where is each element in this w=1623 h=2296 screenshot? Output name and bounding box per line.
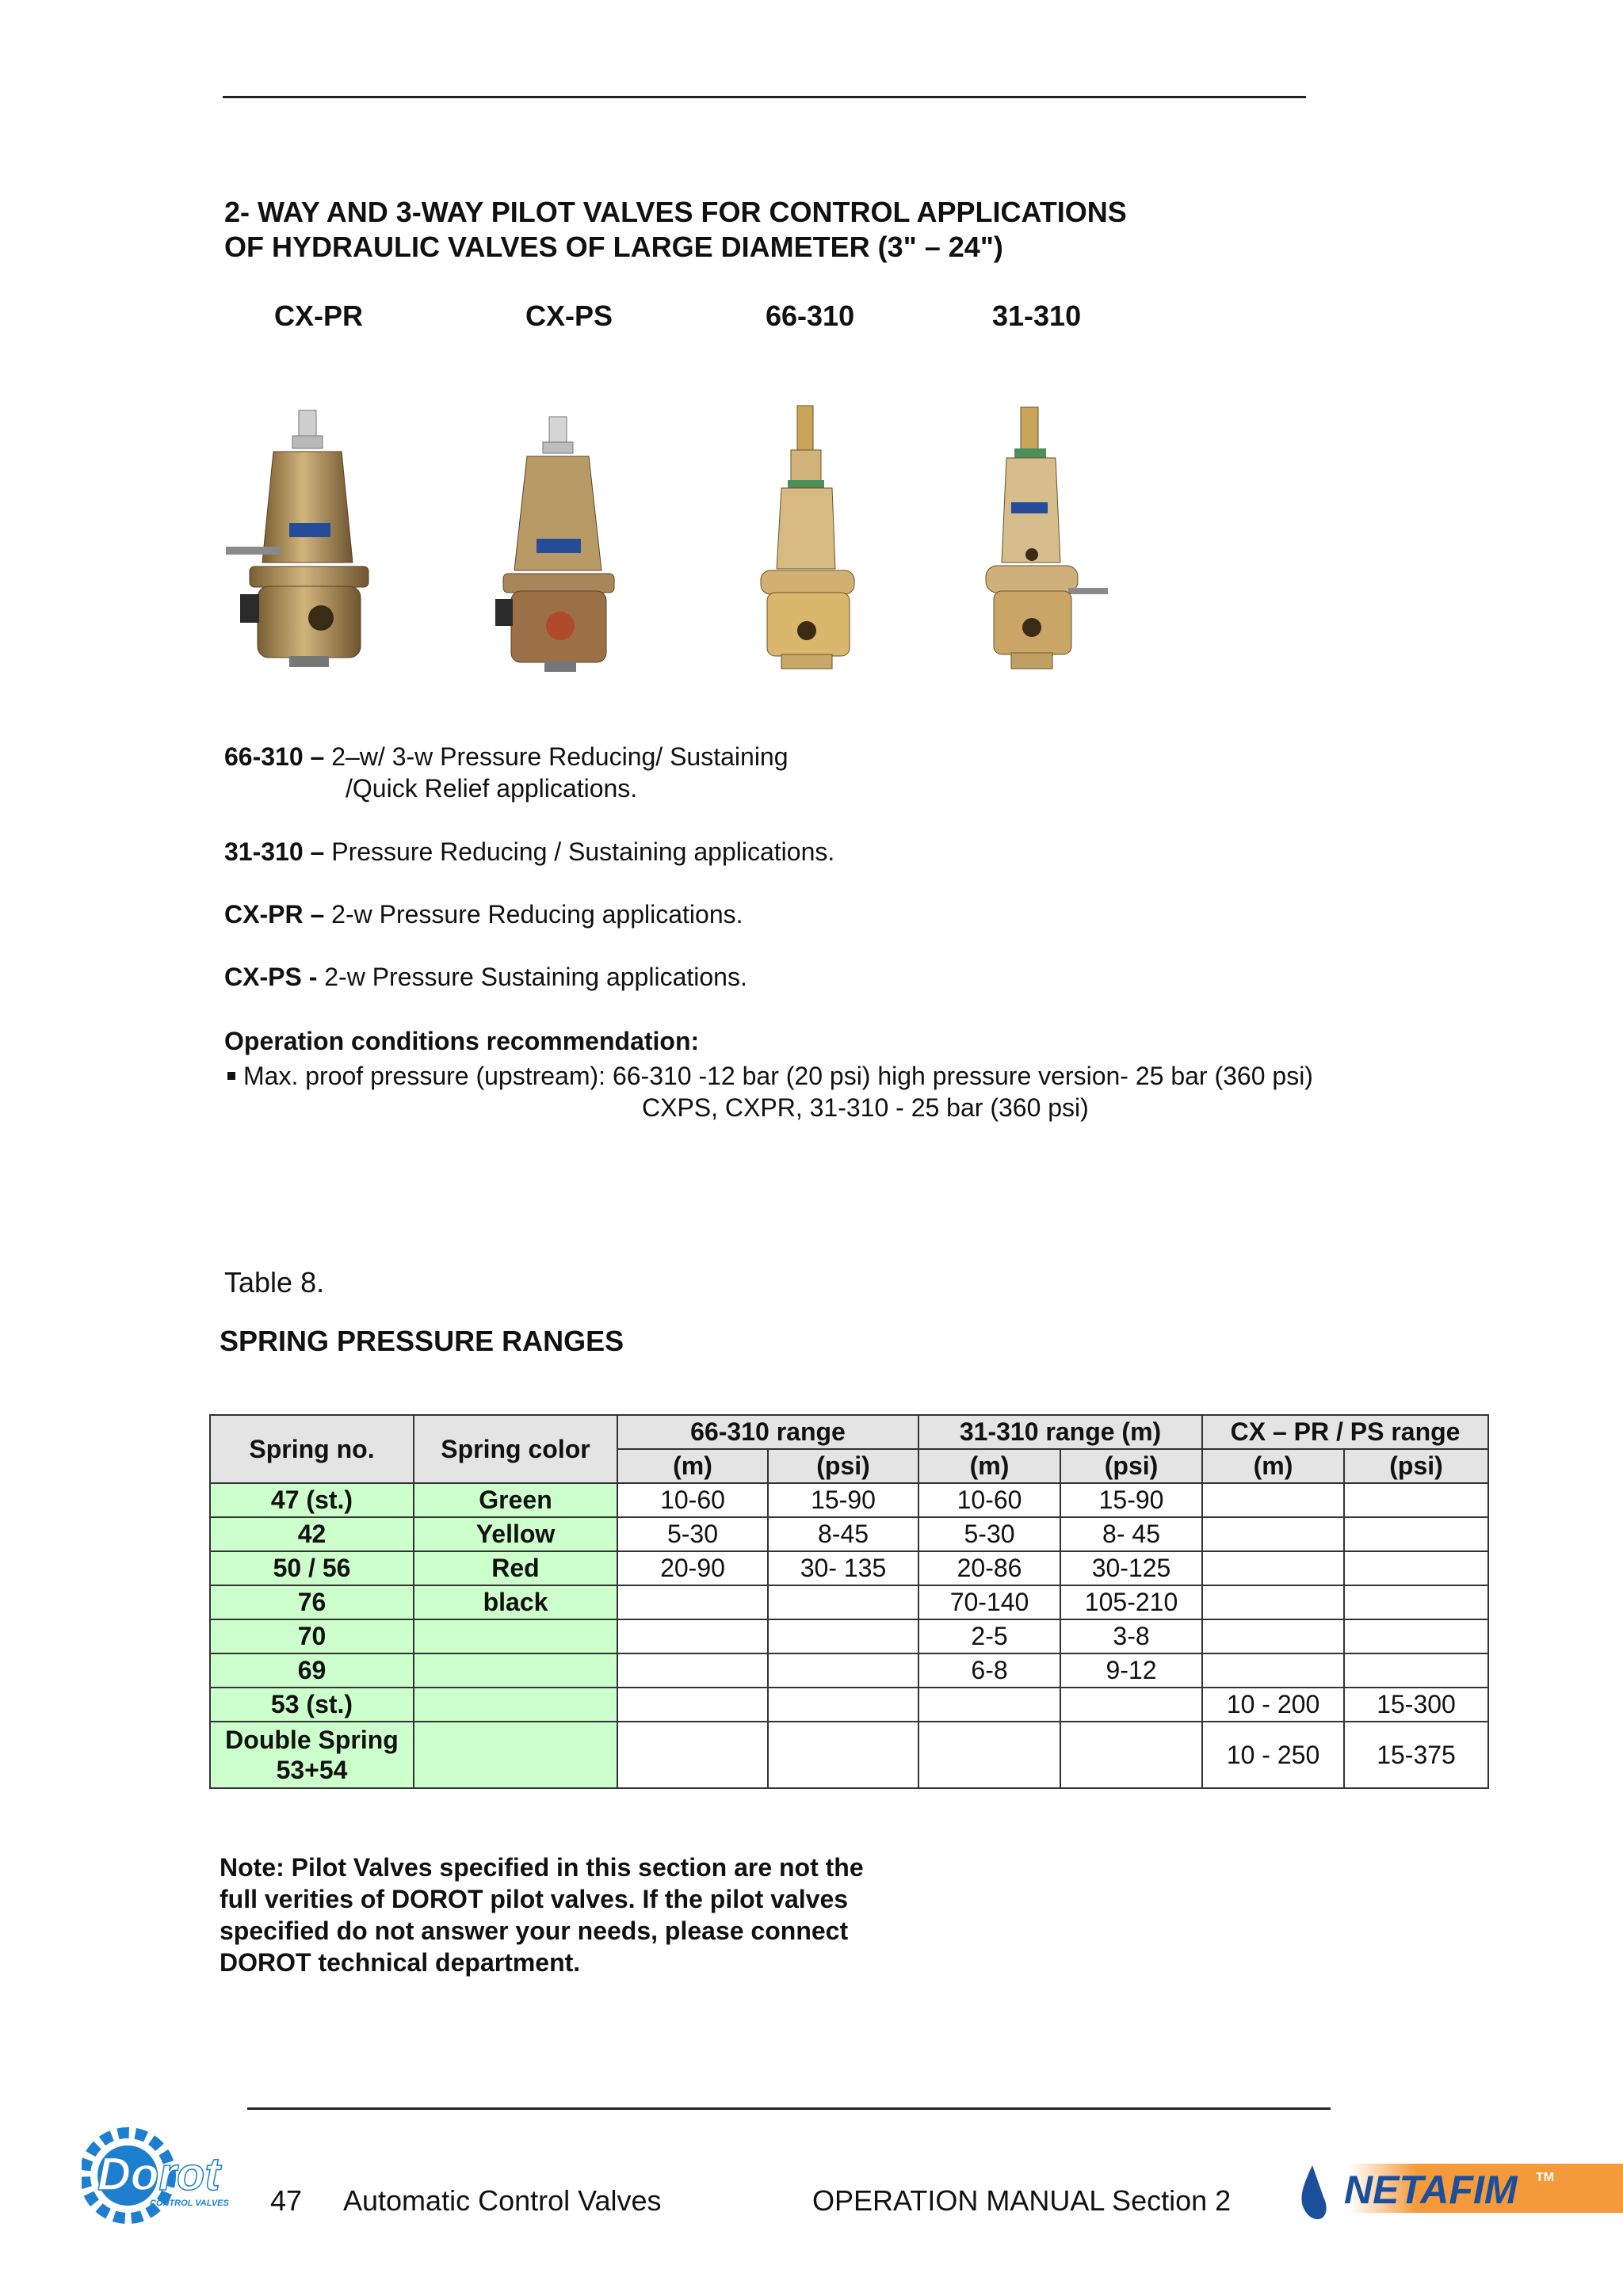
table-cell: 69	[210, 1653, 414, 1688]
table-row	[210, 1517, 1488, 1551]
description-cx-ps	[224, 961, 747, 993]
subheader-m: (m)	[1202, 1449, 1344, 1483]
table-cell: Red	[414, 1551, 617, 1585]
table-cell	[918, 1688, 1060, 1722]
description-31-310	[224, 836, 834, 868]
description-code: CX-PS -	[224, 963, 318, 991]
table-cell: 15-300	[1344, 1688, 1488, 1722]
subheader-psi: (psi)	[1060, 1449, 1202, 1483]
table-row	[210, 1551, 1488, 1585]
table-cell	[1344, 1517, 1488, 1551]
table-cell	[1202, 1653, 1344, 1688]
table-row	[210, 1688, 1488, 1722]
table-cell: 10-60	[617, 1483, 768, 1517]
table-row	[210, 1483, 1488, 1517]
table-row	[210, 1585, 1488, 1619]
table-cell	[617, 1722, 768, 1788]
table-cell	[617, 1619, 768, 1653]
bottom-rule	[247, 2107, 1331, 2110]
66-310-valve-image	[753, 402, 864, 680]
note-text: Note: Pilot Valves specified in this section are not the full verities of DOROT pilot valves. If the pilot valves specified do not answer your needs, please connect DOROT technical department.	[220, 1853, 864, 1977]
table-cell	[1202, 1483, 1344, 1517]
table-cell	[1344, 1551, 1488, 1585]
table-cell	[918, 1722, 1060, 1788]
table-cell: 47 (st.)	[210, 1483, 414, 1517]
header-66-310-range: 66-310 range	[617, 1415, 918, 1449]
spring-pressure-table	[209, 1414, 1489, 1789]
subheader-psi: (psi)	[1344, 1449, 1488, 1483]
top-rule	[223, 96, 1306, 98]
header-spring-color: Spring color	[414, 1415, 617, 1483]
table-cell: 10 - 200	[1202, 1688, 1344, 1722]
31-310-valve-image	[973, 404, 1108, 681]
table-cell: 76	[210, 1585, 414, 1619]
table-row	[210, 1653, 1488, 1688]
description-text: Pressure Reducing / Sustaining applications.	[324, 837, 835, 866]
table-row	[210, 1619, 1488, 1653]
table-cell: 30- 135	[768, 1551, 918, 1585]
table-cell: 30-125	[1060, 1551, 1202, 1585]
table-cell	[768, 1619, 918, 1653]
table-cell: 8-45	[768, 1517, 918, 1551]
table-cell	[414, 1619, 617, 1653]
table-cell: 15-90	[1060, 1483, 1202, 1517]
dorot-logo-subtext: CONTROL VALVES	[150, 2199, 229, 2208]
description-text: 2–w/ 3-w Pressure Reducing/ Sustaining	[324, 742, 789, 771]
model-label-31-310: 31-310	[992, 299, 1082, 332]
table-cell	[768, 1688, 918, 1722]
operation-heading: Operation conditions recommendation:	[224, 1027, 700, 1055]
header-cx-range: CX – PR / PS range	[1202, 1415, 1488, 1449]
subheader-psi: (psi)	[768, 1449, 918, 1483]
description-66-310	[224, 741, 789, 804]
table-cell	[1202, 1585, 1344, 1619]
netafim-logo-text: NETAFIM	[1344, 2168, 1518, 2212]
table-header-row	[210, 1415, 1488, 1449]
table-cell	[1344, 1585, 1488, 1619]
table-cell: 105-210	[1060, 1585, 1202, 1619]
table-caption: Table 8.	[224, 1266, 325, 1299]
footer-right-text: OPERATION MANUAL Section 2	[812, 2184, 1232, 2217]
cx-ps-valve-image	[495, 412, 622, 681]
model-label-66-310: 66-310	[766, 299, 855, 332]
table-cell: 20-90	[617, 1551, 768, 1585]
table-cell: 5-30	[617, 1517, 768, 1551]
dorot-logo	[82, 2123, 256, 2226]
table-cell	[1202, 1517, 1344, 1551]
table-cell	[414, 1688, 617, 1722]
table-cell: 70	[210, 1619, 414, 1653]
table-cell: 2-5	[918, 1619, 1060, 1653]
table-title: SPRING PRESSURE RANGES	[220, 1325, 624, 1357]
table-cell: 8- 45	[1060, 1517, 1202, 1551]
table-cell	[1202, 1551, 1344, 1585]
netafim-logo	[1293, 2157, 1623, 2237]
description-text-cont: /Quick Relief applications.	[346, 774, 638, 803]
description-text: 2-w Pressure Reducing applications.	[324, 900, 743, 929]
table-cell: 6-8	[918, 1653, 1060, 1688]
table-cell: Double Spring 53+54	[210, 1722, 414, 1788]
model-label-cx-ps: CX-PS	[525, 299, 613, 332]
table-cell	[1344, 1653, 1488, 1688]
table-body	[210, 1483, 1488, 1788]
description-cx-pr	[224, 898, 743, 930]
table-cell: Green	[414, 1483, 617, 1517]
table-cell	[1060, 1722, 1202, 1788]
table-cell	[414, 1722, 617, 1788]
table-cell	[1060, 1688, 1202, 1722]
table-cell: 9-12	[1060, 1653, 1202, 1688]
header-spring-no: Spring no.	[210, 1415, 414, 1483]
cx-pr-valve-image	[226, 404, 392, 681]
footer-page-number: 47	[270, 2184, 303, 2217]
table-cell: 15-90	[768, 1483, 918, 1517]
table-cell	[768, 1653, 918, 1688]
operation-line-2: CXPS, CXPR, 31-310 - 25 bar (360 psi)	[642, 1093, 1089, 1122]
header-31-310-range: 31-310 range (m)	[918, 1415, 1202, 1449]
description-code: CX-PR –	[224, 900, 325, 929]
bullet-square-icon	[227, 1072, 235, 1080]
table-cell	[414, 1653, 617, 1688]
operation-line-1: Max. proof pressure (upstream): 66-310 -12 bar (20 psi) high pressure version- 25 bar (360 psi)	[243, 1062, 1313, 1090]
table-cell: 5-30	[918, 1517, 1060, 1551]
table-cell: black	[414, 1585, 617, 1619]
table-cell	[617, 1653, 768, 1688]
table-cell: 20-86	[918, 1551, 1060, 1585]
footer-left-text: Automatic Control Valves	[343, 2184, 662, 2217]
description-code: 31-310 –	[224, 837, 325, 866]
description-text: 2-w Pressure Sustaining applications.	[317, 963, 747, 991]
subheader-m: (m)	[918, 1449, 1060, 1483]
operation-bullet	[224, 1060, 1313, 1123]
subheader-m: (m)	[617, 1449, 768, 1483]
table-cell: 42	[210, 1517, 414, 1551]
table-cell	[1202, 1619, 1344, 1653]
description-code: 66-310 –	[224, 742, 325, 771]
page-title: 2- WAY AND 3-WAY PILOT VALVES FOR CONTROL APPLICATIONS OF HYDRAULIC VALVES OF LARGE DIAMETER (3" – 24")	[224, 196, 1127, 263]
table-cell: 50 / 56	[210, 1551, 414, 1585]
table-cell	[617, 1688, 768, 1722]
table-row	[210, 1722, 1488, 1788]
table-cell: Yellow	[414, 1517, 617, 1551]
table-cell: 53 (st.)	[210, 1688, 414, 1722]
dorot-logo-text: Dorot	[97, 2149, 220, 2200]
netafim-tm-text: TM	[1536, 2171, 1555, 2184]
table-cell	[768, 1585, 918, 1619]
table-cell: 10 - 250	[1202, 1722, 1344, 1788]
table-cell	[617, 1585, 768, 1619]
table-cell	[1344, 1619, 1488, 1653]
table-cell: 10-60	[918, 1483, 1060, 1517]
table-cell: 70-140	[918, 1585, 1060, 1619]
table-cell: 3-8	[1060, 1619, 1202, 1653]
table-cell	[768, 1722, 918, 1788]
model-label-cx-pr: CX-PR	[274, 299, 364, 332]
table-cell	[1344, 1483, 1488, 1517]
table-cell: 15-375	[1344, 1722, 1488, 1788]
